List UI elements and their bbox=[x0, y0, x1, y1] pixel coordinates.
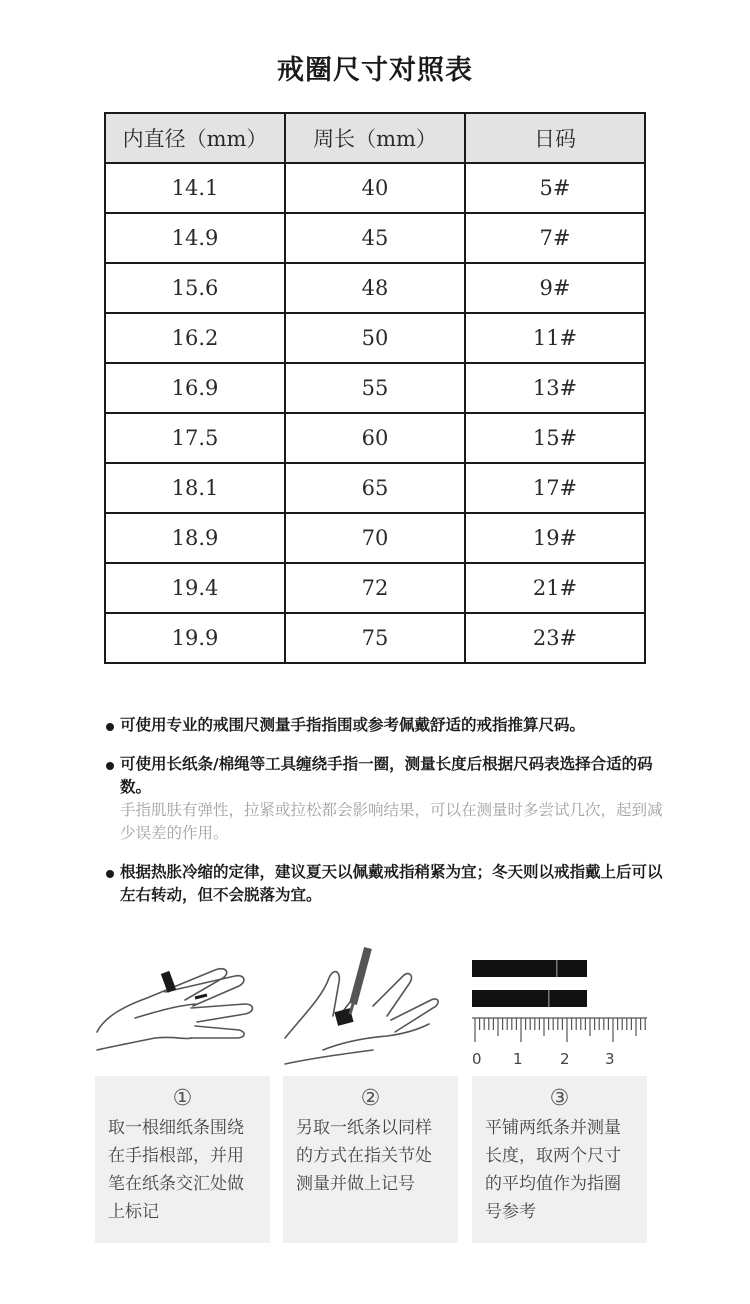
hand-with-paper-strip-icon bbox=[95, 946, 270, 1076]
size-code-cell: 13# bbox=[465, 363, 645, 413]
size-code-cell: 23# bbox=[465, 613, 645, 663]
table-row bbox=[105, 613, 645, 663]
circumference-cell: 50 bbox=[285, 313, 465, 363]
measurement-steps bbox=[95, 946, 647, 1243]
measurement-notes bbox=[106, 714, 666, 923]
circumference-cell: 40 bbox=[285, 163, 465, 213]
bullet-icon bbox=[106, 723, 114, 731]
step-number: ② bbox=[360, 1086, 381, 1111]
step-number: ① bbox=[172, 1086, 193, 1111]
table-row bbox=[105, 213, 645, 263]
table-header-row bbox=[105, 113, 645, 163]
header-circumference: 周长（mm） bbox=[285, 113, 465, 163]
table-row bbox=[105, 163, 645, 213]
circumference-cell: 48 bbox=[285, 263, 465, 313]
circumference-cell: 45 bbox=[285, 213, 465, 263]
inner-diameter-cell: 16.9 bbox=[105, 363, 285, 413]
bullet-icon bbox=[106, 870, 114, 878]
circumference-cell: 65 bbox=[285, 463, 465, 513]
hand-with-pen-icon bbox=[283, 946, 458, 1076]
size-code-cell: 15# bbox=[465, 413, 645, 463]
circumference-cell: 72 bbox=[285, 563, 465, 613]
header-size-code: 日码 bbox=[465, 113, 645, 163]
header-inner-diameter: 内直径（mm） bbox=[105, 113, 285, 163]
step-description: 另取一纸条以同样的方式在指关节处测量并做上记号 bbox=[296, 1118, 432, 1194]
inner-diameter-cell: 18.1 bbox=[105, 463, 285, 513]
inner-diameter-cell: 18.9 bbox=[105, 513, 285, 563]
page-title: 戒圈尺寸对照表 bbox=[277, 55, 473, 86]
step-number: ③ bbox=[549, 1086, 570, 1111]
size-code-cell: 7# bbox=[465, 213, 645, 263]
circumference-cell: 70 bbox=[285, 513, 465, 563]
table-row bbox=[105, 513, 645, 563]
table-row bbox=[105, 363, 645, 413]
note-item bbox=[106, 753, 666, 845]
circumference-cell: 60 bbox=[285, 413, 465, 463]
table-row bbox=[105, 463, 645, 513]
step-card-2 bbox=[283, 946, 458, 1243]
table-row bbox=[105, 413, 645, 463]
size-code-cell: 9# bbox=[465, 263, 645, 313]
step-card-3 bbox=[472, 946, 647, 1243]
step-card-1 bbox=[95, 946, 270, 1243]
circumference-cell: 55 bbox=[285, 363, 465, 413]
size-code-cell: 21# bbox=[465, 563, 645, 613]
size-code-cell: 19# bbox=[465, 513, 645, 563]
ruler-label: 2 bbox=[560, 1050, 570, 1068]
inner-diameter-cell: 19.4 bbox=[105, 563, 285, 613]
size-code-cell: 11# bbox=[465, 313, 645, 363]
size-code-cell: 5# bbox=[465, 163, 645, 213]
note-subtext: 手指肌肤有弹性，拉紧或拉松都会影响结果，可以在测量时多尝试几次，起到减少误差的作用。 bbox=[120, 801, 663, 842]
step-description: 平铺两纸条并测量长度，取两个尺寸的平均值作为指圈号参考 bbox=[485, 1118, 621, 1222]
bullet-icon bbox=[106, 762, 114, 770]
table-row bbox=[105, 313, 645, 363]
inner-diameter-cell: 17.5 bbox=[105, 413, 285, 463]
inner-diameter-cell: 15.6 bbox=[105, 263, 285, 313]
ruler-label: 1 bbox=[513, 1050, 523, 1068]
circumference-cell: 75 bbox=[285, 613, 465, 663]
note-text: 可使用长纸条/棉绳等工具缠绕手指一圈，测量长度后根据尺码表选择合适的码数。 bbox=[120, 755, 653, 796]
note-text: 可使用专业的戒围尺测量手指指围或参考佩戴舒适的戒指推算尺码。 bbox=[120, 716, 586, 734]
ruler-label: 3 bbox=[605, 1050, 615, 1068]
note-item bbox=[106, 861, 666, 907]
size-code-cell: 17# bbox=[465, 463, 645, 513]
ring-size-table bbox=[104, 112, 646, 664]
ruler-with-strips-icon bbox=[472, 946, 647, 1076]
inner-diameter-cell: 16.2 bbox=[105, 313, 285, 363]
inner-diameter-cell: 14.1 bbox=[105, 163, 285, 213]
note-text: 根据热胀冷缩的定律，建议夏天以佩戴戒指稍紧为宜；冬天则以戒指戴上后可以左右转动，但不会脱落为宜。 bbox=[120, 863, 663, 904]
table-row bbox=[105, 563, 645, 613]
inner-diameter-cell: 19.9 bbox=[105, 613, 285, 663]
step-description: 取一根细纸条围绕在手指根部，并用笔在纸条交汇处做上标记 bbox=[108, 1118, 244, 1222]
table-row bbox=[105, 263, 645, 313]
inner-diameter-cell: 14.9 bbox=[105, 213, 285, 263]
ruler-label: 0 bbox=[472, 1050, 482, 1068]
note-item bbox=[106, 714, 666, 737]
